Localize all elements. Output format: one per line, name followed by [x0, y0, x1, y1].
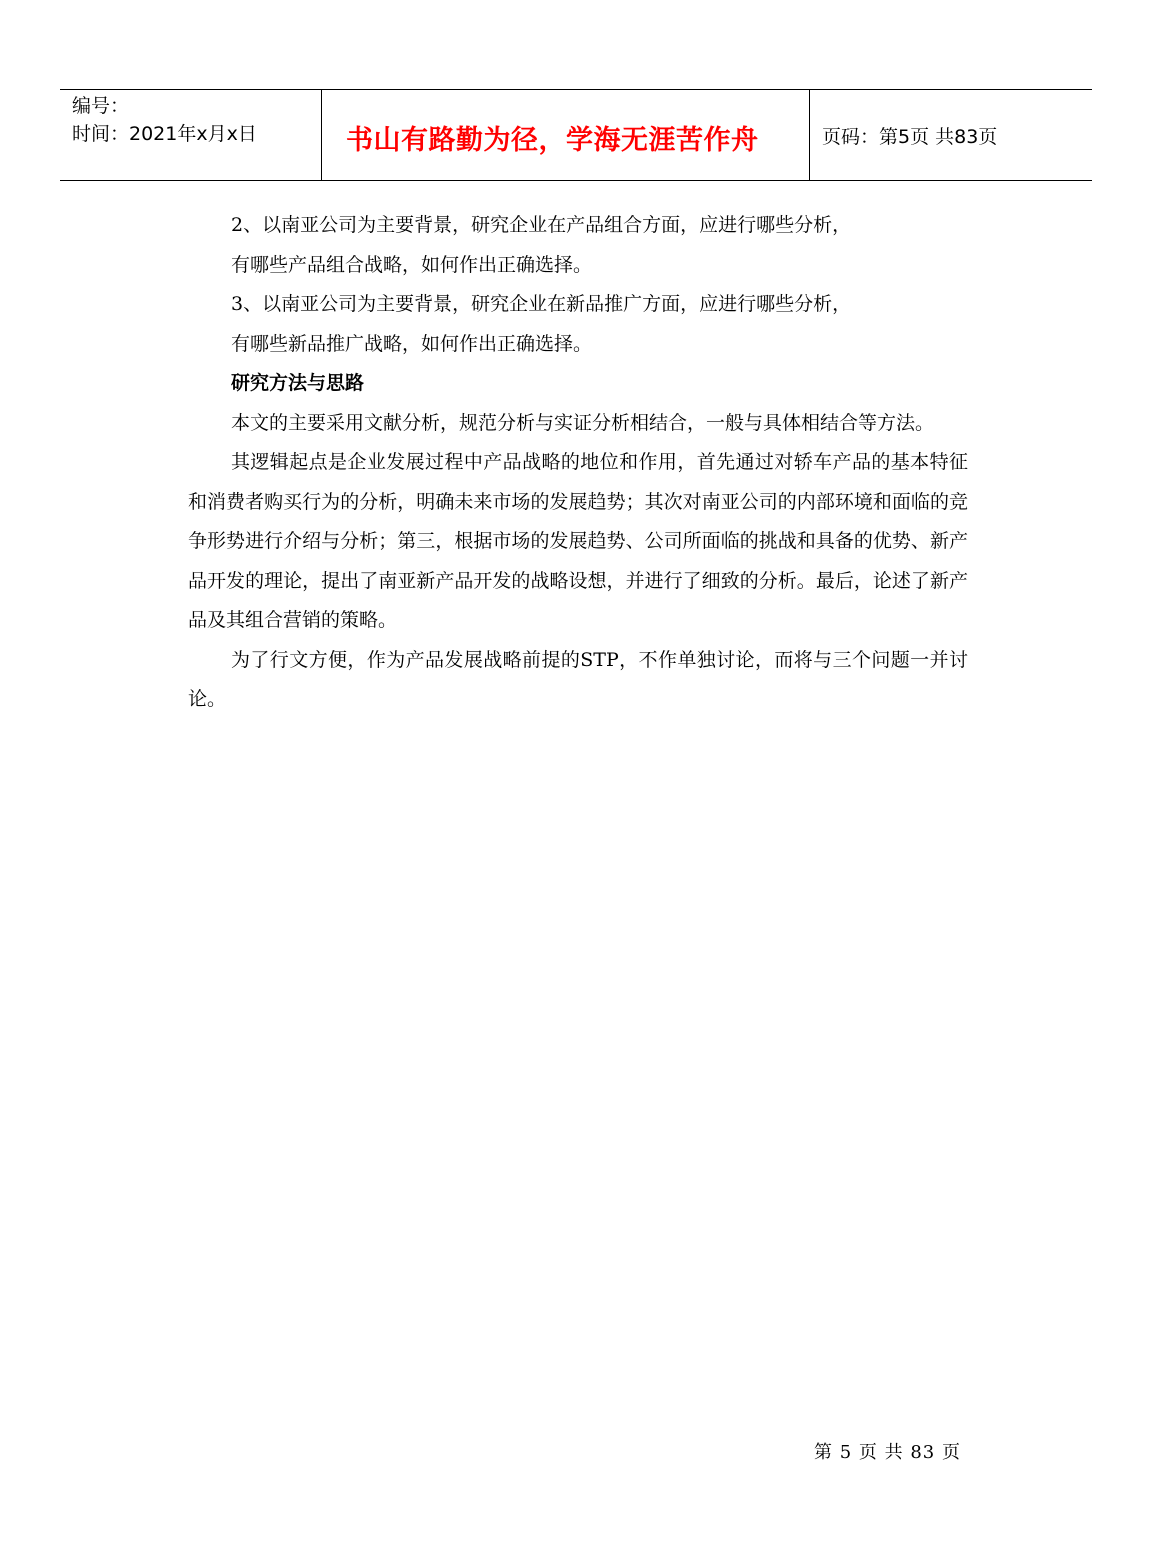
list-item-3-line1: 3、以南亚公司为主要背景，研究企业在新品推广方面，应进行哪些分析， [231, 293, 852, 315]
header-meta-cell [60, 90, 322, 180]
paragraph-methods: 本文的主要采用文献分析，规范分析与实证分析相结合，一般与具体相结合等方法。 [231, 411, 935, 434]
list-item-3-line2: 有哪些新品推广战略，如何作出正确选择。 [231, 332, 593, 355]
header-page-cell [810, 90, 1092, 180]
number-label: 编号： [72, 95, 130, 117]
paragraph-stp: 为了行文方便，作为产品发展战略前提的STP，不作单独讨论，而将与三个问题一并讨论。 [188, 648, 968, 710]
document-body [188, 206, 968, 720]
document-header [60, 89, 1092, 181]
list-item-2-line1: 2、以南亚公司为主要背景，研究企业在产品组合方面，应进行哪些分析， [231, 214, 852, 236]
section-heading: 研究方法与思路 [231, 372, 365, 394]
paragraph-logic: 其逻辑起点是企业发展过程中产品战略的地位和作用，首先通过对轿车产品的基本特征和消费者购买行为的分析，明确未来市场的发展趋势；其次对南亚公司的内部环境和面临的竞争形势进行介绍与分析；第三，根据市场的发展趋势、公司所面临的挑战和具备的优势、新产品开发的理论，提出了南亚新产品开发的战略设想，并进行了细致的分析。最后，论述了新产品及其组合营销的策略。 [188, 451, 968, 631]
header-motto-cell [322, 90, 810, 180]
motto: 书山有路勤为径，学海无涯苦作舟 [346, 125, 759, 156]
page-footer: 第 5 页 共 83 页 [814, 1442, 961, 1463]
list-item-2-line2: 有哪些产品组合战略，如何作出正确选择。 [231, 253, 593, 276]
header-page-info: 页码：第5页 共83页 [822, 126, 998, 148]
time-label: 时间：2021年x月x日 [72, 123, 257, 145]
